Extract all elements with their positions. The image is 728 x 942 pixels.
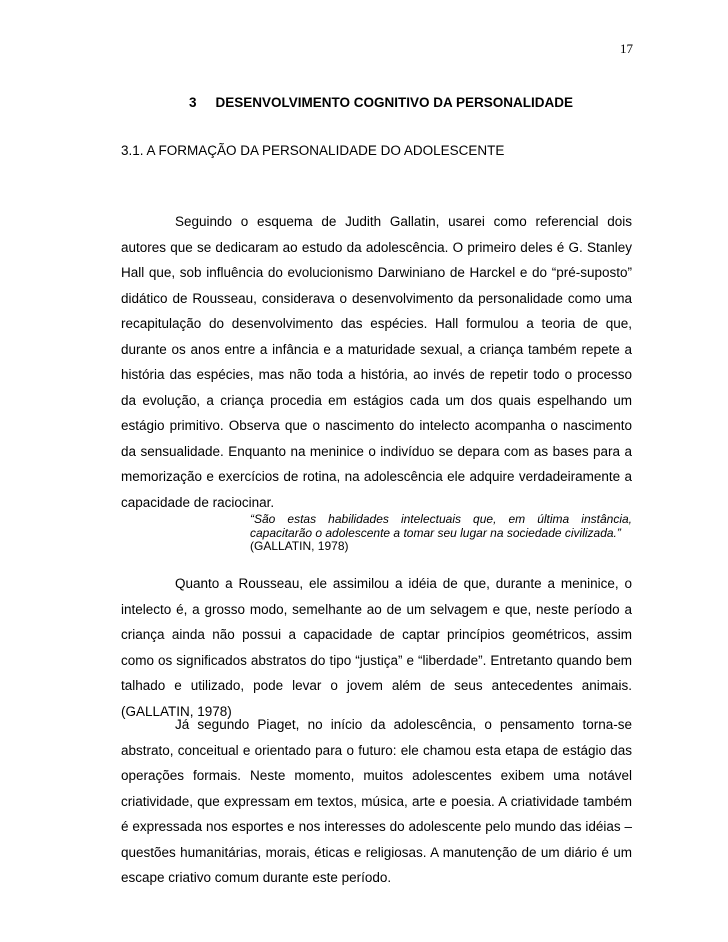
chapter-number: 3 — [189, 95, 197, 110]
paragraph-hall: Seguindo o esquema de Judith Gallatin, usarei como referencial dois autores que se dedicaram ao estudo da adolescência. O primeiro deles é G. Stanley Hall que, sob influência do evolucionismo Darwiniano de Harckel e do “pré-suposto” didático de Rousseau, considerava o desenvolvimento da personalidade como uma recapitulação do desenvolvimento das espécies. Hall formulou a teoria de que, durante os anos entre a infância e a maturidade sexual, a criança também repete a história das espécies, mas não toda a história, ao invés de repetir todo o processo da evolução, a criança procedia em estágios cada um dos quais espelhando um estágio primitivo. Observa que o nascimento do intelecto acompanha o nascimento da sensualidade. Enquanto na meninice o indivíduo se depara com as bases para a memorização e exercícios de rotina, na adolescência ele adquire verdadeiramente a capacidade de raciocinar. — [121, 214, 632, 510]
quote-text: “São estas habilidades intelectuais que, em última instância, capacitarão o adolescente a tomar seu lugar na sociedade civilizada.” — [250, 512, 632, 540]
quote-citation: (GALLATIN, 1978) — [250, 539, 349, 553]
chapter-heading — [189, 95, 573, 110]
chapter-title: DESENVOLVIMENTO COGNITIVO DA PERSONALIDADE — [215, 95, 574, 110]
block-quote — [250, 513, 632, 554]
section-title: 3.1. A FORMAÇÃO DA PERSONALIDADE DO ADOLESCENTE — [121, 143, 505, 158]
paragraph-piaget: Já segundo Piaget, no início da adolescência, o pensamento torna-se abstrato, conceitual e orientado para o futuro: ele chamou esta etapa de estágio das operações formais. Neste momento, muitos adolescentes exibem uma notável criatividade, que expressam em textos, música, arte e poesia. A criatividade também é expressada nos esportes e nos interesses do adolescente pelo mundo das idéias – questões humanitárias, morais, éticas e religiosas. A manutenção de um diário é um escape criativo comum durante este período. — [121, 717, 632, 885]
page-number: 17 — [620, 41, 633, 56]
paragraph-rousseau: Quanto a Rousseau, ele assimilou a idéia de que, durante a meninice, o intelecto é, a grosso modo, semelhante ao de um selvagem e que, neste período a criança ainda não possui a capacidade de captar princípios geométricos, assim como os significados abstratos do tipo “justiça” e “liberdade”. Entretanto quando bem talhado e utilizado, pode levar o jovem além de seus antecedentes animais. (GALLATIN, 1978) — [121, 576, 632, 719]
